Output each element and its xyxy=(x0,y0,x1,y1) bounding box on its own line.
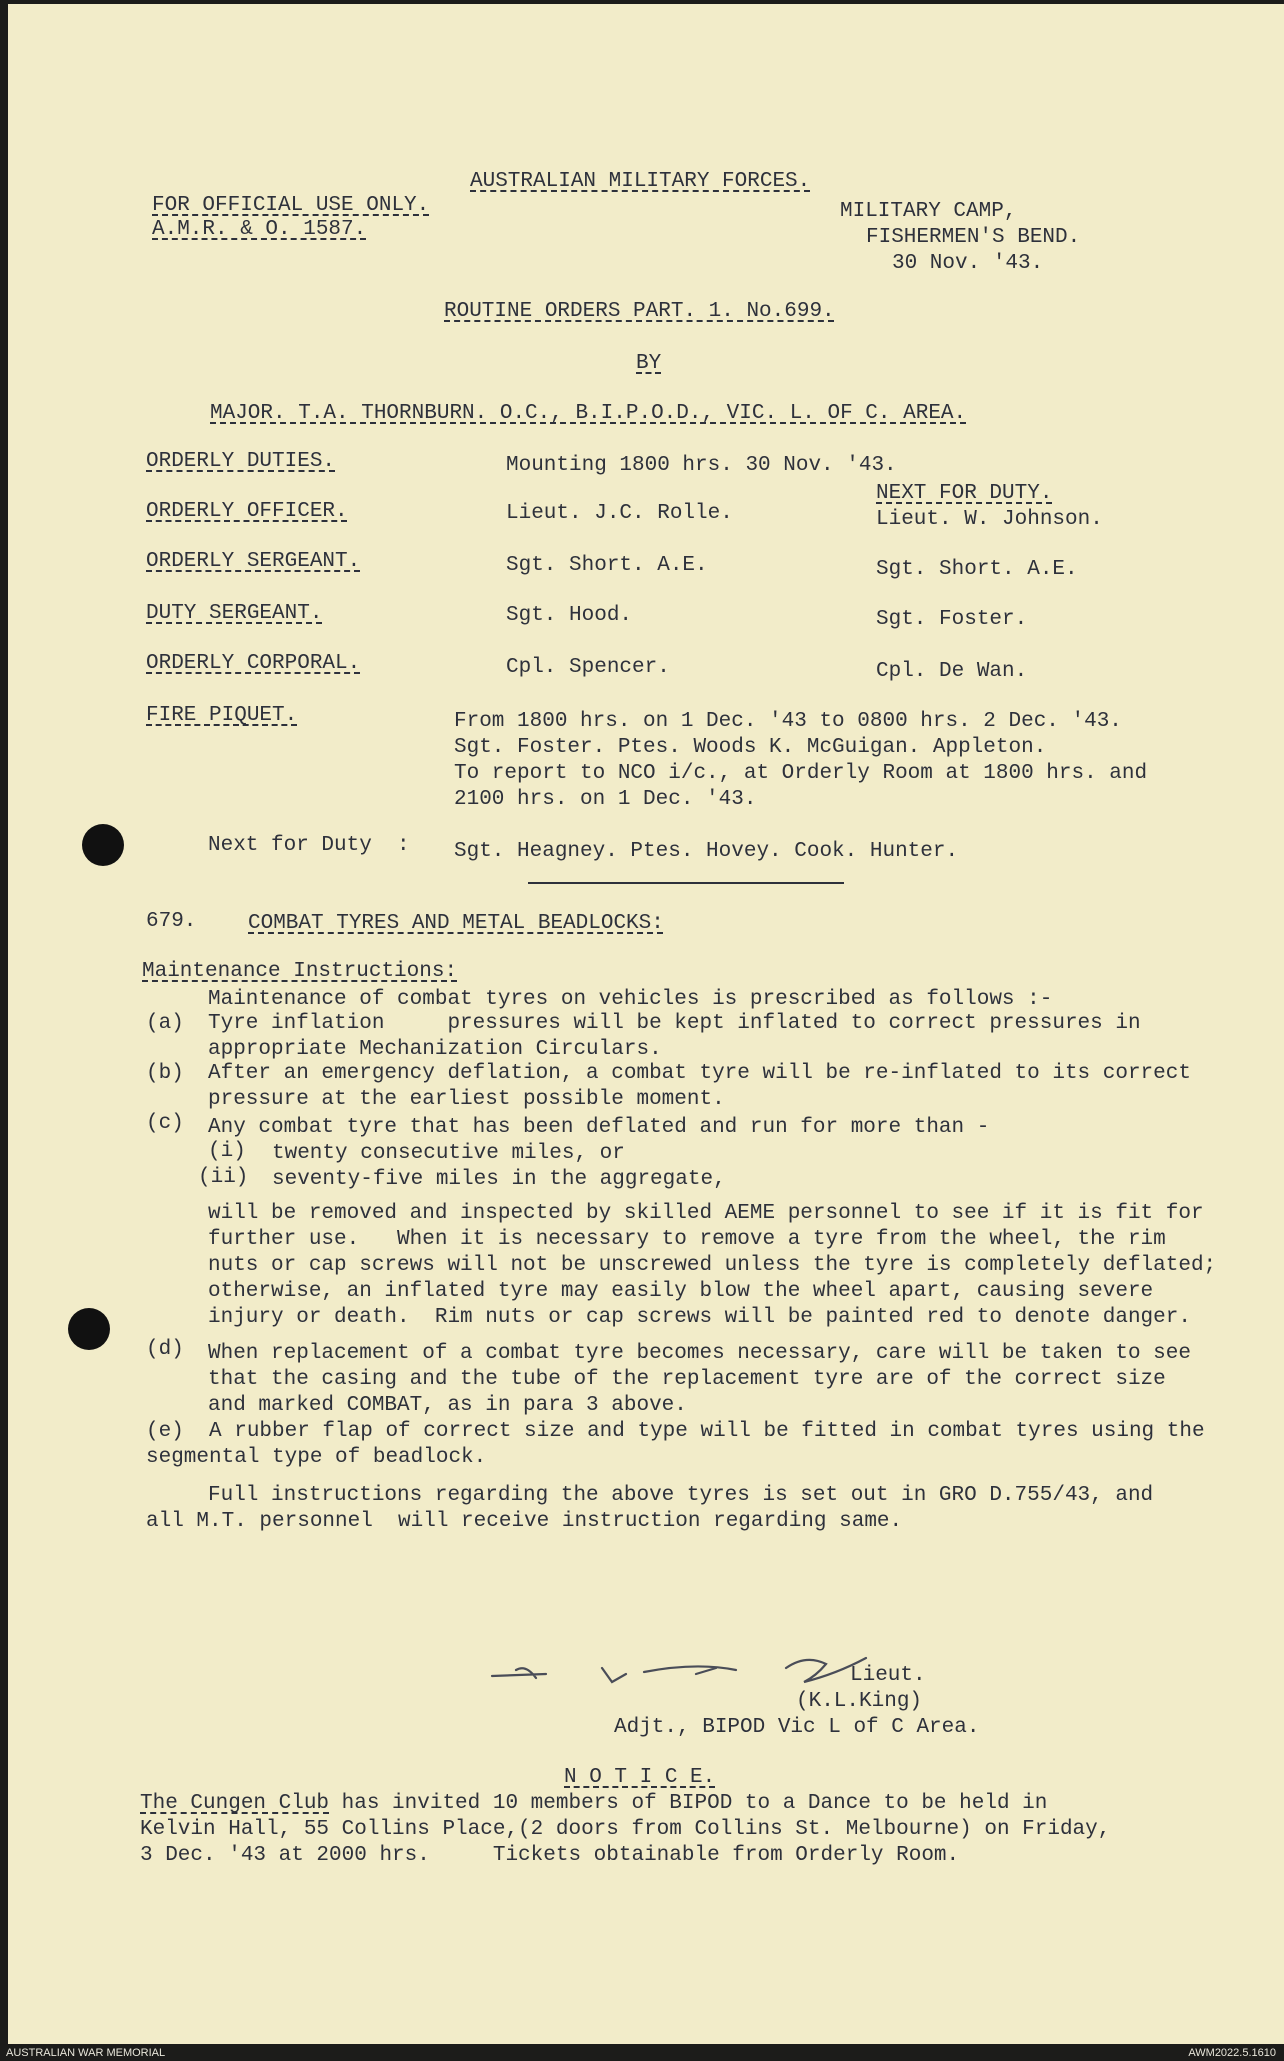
item-c-continuation: will be removed and inspected by skilled AEME personnel to see if it is fit for xyxy=(208,1202,1204,1225)
fire-piquet-line: 2100 hrs. on 1 Dec. '43. xyxy=(454,788,757,811)
item-c-continuation: otherwise, an inflated tyre may easily blow the wheel apart, causing severe xyxy=(208,1280,1154,1303)
order-number: 679. xyxy=(146,910,197,933)
duty-next-orderly-officer: Lieut. W. Johnson. xyxy=(876,508,1103,531)
subitem-text: twenty consecutive miles, or xyxy=(272,1142,625,1165)
section-divider xyxy=(528,882,844,884)
full-instructions-line: Full instructions regarding the above tyres is set out in GRO D.755/43, and xyxy=(208,1484,1154,1507)
duty-label-orderly-officer: ORDERLY OFFICER. xyxy=(146,500,348,523)
subitem-text: seventy-five miles in the aggregate, xyxy=(272,1168,726,1191)
fire-piquet-line: To report to NCO i/c., at Orderly Room at 1800 hrs. and xyxy=(454,762,1148,785)
fire-piquet-line: From 1800 hrs. on 1 Dec. '43 to 0800 hrs. 2 Dec. '43. xyxy=(454,710,1122,733)
document-page xyxy=(8,4,1284,2044)
next-for-duty-heading: NEXT FOR DUTY. xyxy=(876,482,1053,505)
official-use-line: FOR OFFICIAL USE ONLY. xyxy=(152,194,430,217)
duty-label-orderly-sergeant: ORDERLY SERGEANT. xyxy=(146,550,361,573)
duty-current-orderly-sergeant: Sgt. Short. A.E. xyxy=(506,554,708,577)
document-date: 30 Nov. '43. xyxy=(892,252,1044,275)
orderly-duties-label: ORDERLY DUTIES. xyxy=(146,450,336,473)
duty-next-orderly-sergeant: Sgt. Short. A.E. xyxy=(876,558,1078,581)
routine-orders-title: ROUTINE ORDERS PART. 1. No.699. xyxy=(444,300,835,323)
location-camp: MILITARY CAMP, xyxy=(840,200,1017,223)
amr-reference: A.M.R. & O. 1587. xyxy=(152,218,367,241)
notice-line-3: 3 Dec. '43 at 2000 hrs. Tickets obtainable from Orderly Room. xyxy=(140,1844,960,1867)
signatory-rank: Lieut. xyxy=(850,1664,926,1687)
fire-piquet-line: Sgt. Foster. Ptes. Woods K. McGuigan. Appleton. xyxy=(454,736,1047,759)
item-line: Tyre inflation pressures will be kept inflated to correct pressures in xyxy=(208,1012,1141,1035)
item-e-line: segmental type of beadlock. xyxy=(146,1446,487,1469)
mounting-time: Mounting 1800 hrs. 30 Nov. '43. xyxy=(506,454,897,477)
item-line: appropriate Mechanization Circulars. xyxy=(208,1038,662,1061)
item-c-continuation: further use. When it is necessary to remove a tyre from the wheel, the rim xyxy=(208,1228,1166,1251)
full-instructions-line: all M.T. personnel will receive instruction regarding same. xyxy=(146,1510,903,1533)
commanding-officer: MAJOR. T.A. THORNBURN. O.C., B.I.P.O.D., VIC. L. OF C. AREA. xyxy=(210,402,967,425)
duty-label-duty-sergeant: DUTY SERGEANT. xyxy=(146,602,323,625)
duty-current-duty-sergeant: Sgt. Hood. xyxy=(506,604,633,627)
item-line: After an emergency deflation, a combat tyre will be re-inflated to its correct xyxy=(208,1062,1191,1085)
punch-hole-top xyxy=(82,824,124,866)
document-title: AUSTRALIAN MILITARY FORCES. xyxy=(470,170,811,193)
signatory-name: (K.L.King) xyxy=(796,1690,923,1713)
footer-right: AWM2022.5.1610 xyxy=(1188,2047,1276,2059)
duty-next-duty-sergeant: Sgt. Foster. xyxy=(876,608,1028,631)
signatory-position: Adjt., BIPOD Vic L of C Area. xyxy=(614,1716,980,1739)
item-d-line: and marked COMBAT, as in para 3 above. xyxy=(208,1394,687,1417)
duty-next-orderly-corporal: Cpl. De Wan. xyxy=(876,660,1028,683)
item-e-line: (e) A rubber flap of correct size and type will be fitted in combat tyres using the xyxy=(146,1420,1205,1443)
item-line: Any combat tyre that has been deflated and run for more than - xyxy=(208,1116,990,1139)
item-marker: (c) xyxy=(146,1112,184,1135)
handwritten-signature xyxy=(486,1634,886,1694)
item-d-line: When replacement of a combat tyre becomes necessary, care will be taken to see xyxy=(208,1342,1191,1365)
subitem-marker: (ii) xyxy=(198,1166,249,1189)
by-line: BY xyxy=(636,352,662,375)
item-marker: (d) xyxy=(146,1338,184,1361)
maintenance-subheading: Maintenance Instructions: xyxy=(142,960,458,983)
item-c-continuation: injury or death. Rim nuts or cap screws will be painted red to denote danger. xyxy=(208,1306,1191,1329)
notice-line-1-rest: has invited 10 members of BIPOD to a Dance to be held in xyxy=(329,1792,1048,1815)
item-line: pressure at the earliest possible moment. xyxy=(208,1088,725,1111)
duty-current-orderly-corporal: Cpl. Spencer. xyxy=(506,656,670,679)
notice-line-2: Kelvin Hall, 55 Collins Place,(2 doors from Collins St. Melbourne) on Friday, xyxy=(140,1818,1111,1841)
punch-hole-bottom xyxy=(68,1308,110,1350)
duty-current-orderly-officer: Lieut. J.C. Rolle. xyxy=(506,502,733,525)
location-place: FISHERMEN'S BEND. xyxy=(866,226,1081,249)
club-name: The Cungen Club xyxy=(140,1792,330,1815)
order-title: COMBAT TYRES AND METAL BEADLOCKS: xyxy=(248,912,664,935)
duty-label-orderly-corporal: ORDERLY CORPORAL. xyxy=(146,652,361,675)
notice-heading: N O T I C E. xyxy=(564,1766,716,1789)
next-for-duty-value: Sgt. Heagney. Ptes. Hovey. Cook. Hunter. xyxy=(454,840,959,863)
next-for-duty-label: Next for Duty : xyxy=(208,834,410,857)
fire-piquet-label: FIRE PIQUET. xyxy=(146,704,298,727)
item-c-continuation: nuts or cap screws will not be unscrewed unless the tyre is completely deflated; xyxy=(208,1254,1217,1277)
item-marker: (b) xyxy=(146,1062,184,1085)
item-d-line: that the casing and the tube of the replacement tyre are of the correct size xyxy=(208,1368,1166,1391)
subitem-marker: (i) xyxy=(208,1140,246,1163)
notice-line-1 xyxy=(140,1792,1047,1816)
item-marker: (a) xyxy=(146,1012,184,1035)
footer-left: AUSTRALIAN WAR MEMORIAL xyxy=(6,2047,166,2059)
maintenance-intro: Maintenance of combat tyres on vehicles is prescribed as follows :- xyxy=(208,988,1053,1011)
